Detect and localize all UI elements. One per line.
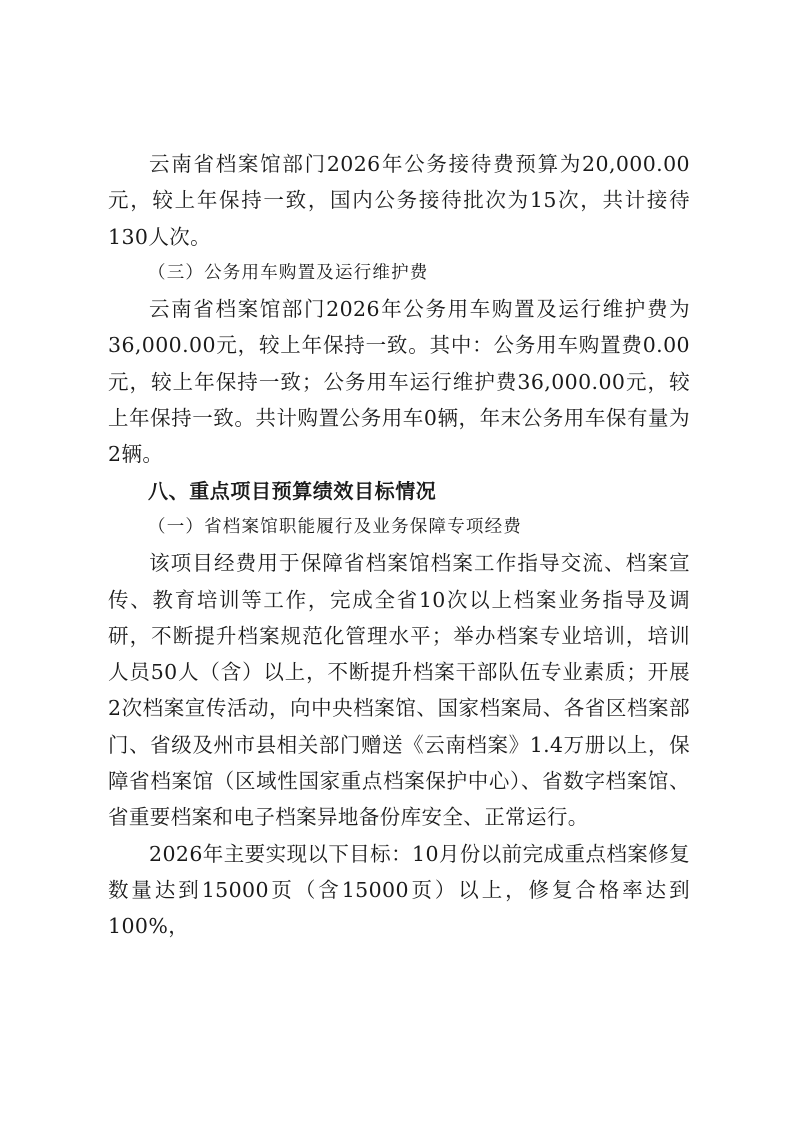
vehicle-fee-heading: （三）公务用车购置及运行维护费 xyxy=(148,262,429,283)
reception-fee-paragraph: 云南省档案馆部门2026年公务接待费预算为20,000.00元，较上年保持一致，国内公务接待批次为15次，共计接待130人次。 xyxy=(108,152,690,249)
vehicle-fee-paragraph: 云南省档案馆部门2026年公务用车购置及运行维护费为36,000.00元，较上年保持一致。其中：公务用车购置费0.00元，较上年保持一致；公务用车运行维护费36,000.00元，较上年保持一致。共计购置公务用车0辆，年末公务用车保有量为2辆。 xyxy=(108,297,690,467)
targets-2026-paragraph: 2026年主要实现以下目标：10月份以前完成重点档案修复数量达到15000页（含15000页）以上，修复合格率达到100%， xyxy=(108,841,690,939)
section-8-heading: 八、重点项目预算绩效目标情况 xyxy=(148,478,437,503)
project-1-description: 该项目经费用于保障省档案馆档案工作指导交流、档案宣传、教育培训等工作，完成全省10次以上档案业务指导及调研，不断提升档案规范化管理水平；举办档案专业培训，培训人员50人（含）以上，不断提升档案干部队伍专业素质；开展2次档案宣传活动，向中央档案馆、国家档案局、各省区档案部门、省级及州市县相关部门赠送《云南档案》1.4万册以上，保障省档案馆（区域性国家重点档案保护中心）、省数字档案馆、省重要档案和电子档案异地备份库安全、正常运行。 xyxy=(108,551,690,830)
project-1-heading: （一）省档案馆职能履行及业务保障专项经费 xyxy=(148,516,522,537)
document-page xyxy=(108,146,690,945)
